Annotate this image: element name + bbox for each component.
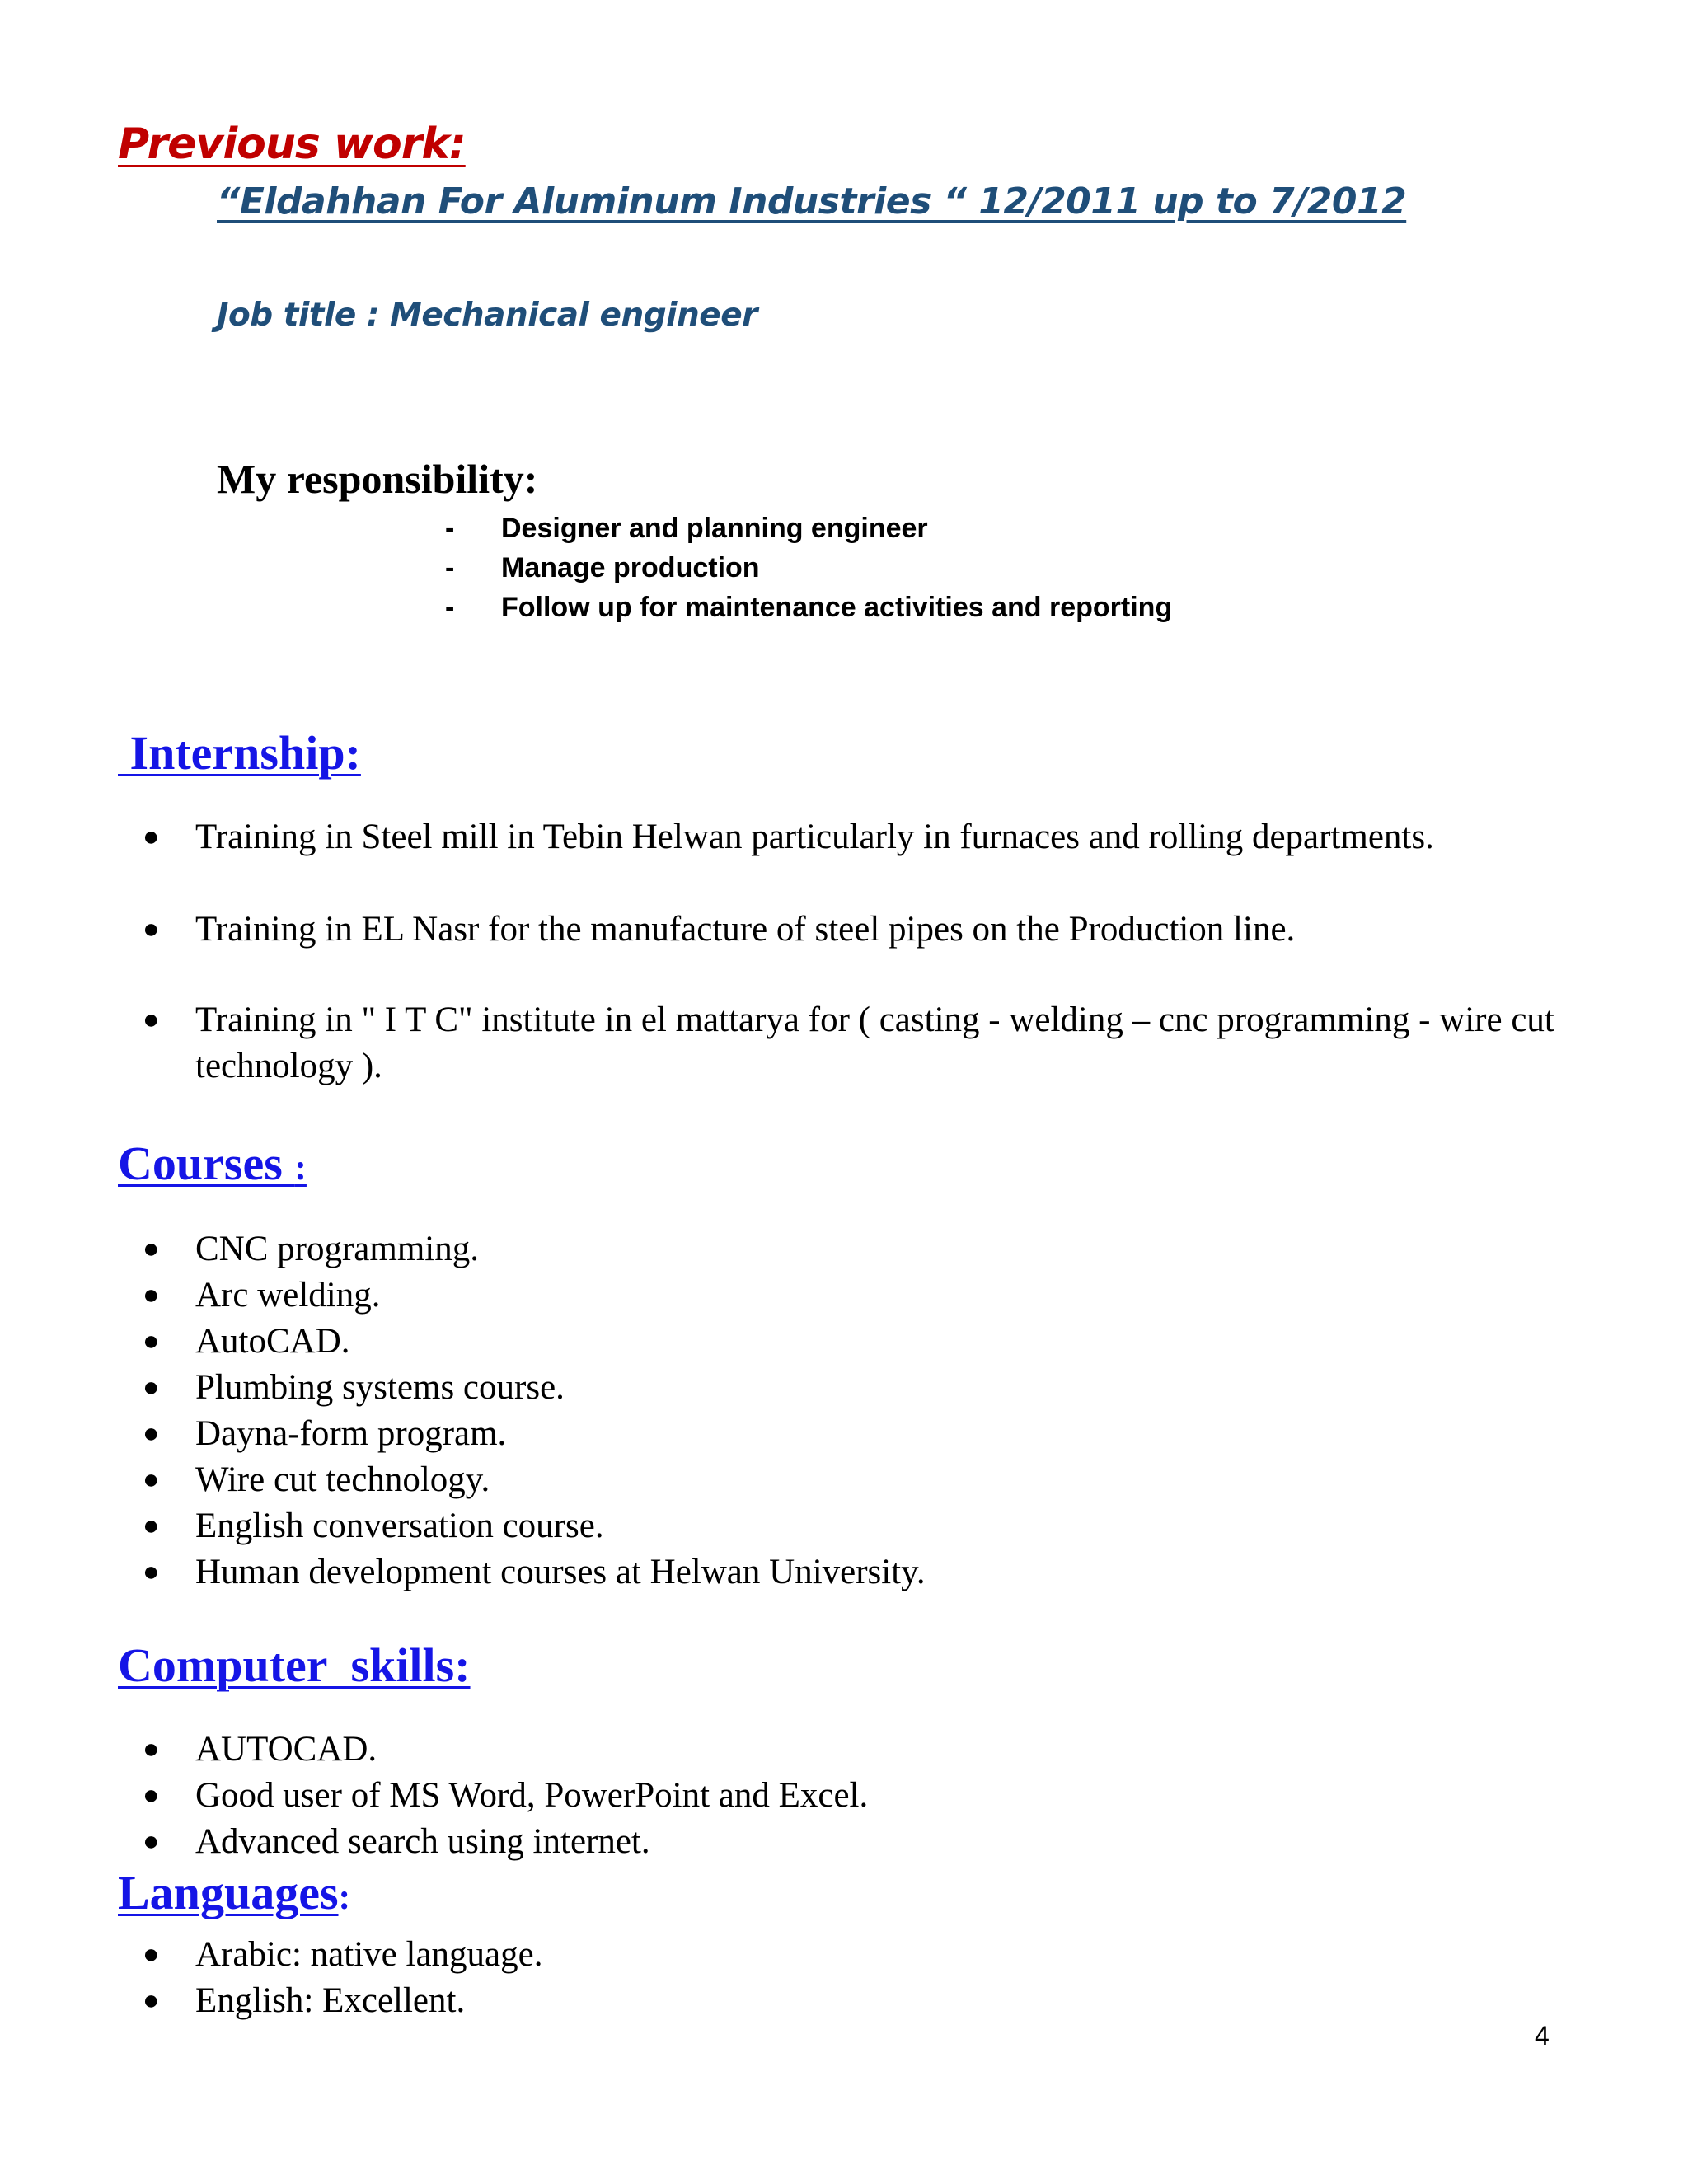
internship-text: Training in Steel mill in Tebin Helwan particularly in furnaces and rolling departments. (195, 818, 1434, 856)
bullet-icon: ● (143, 822, 160, 852)
bullet-icon: ● (143, 1826, 160, 1857)
responsibility-text: Manage production (501, 552, 760, 583)
languages-list (118, 1932, 1568, 2024)
list-item (445, 588, 1172, 627)
bullet-icon: ● (143, 1234, 160, 1264)
course-text: Dayna-form program. (195, 1414, 507, 1453)
bullet-icon: ● (143, 1939, 160, 1970)
internship-text: Training in EL Nasr for the manufacture of steel pipes on the Production line. (195, 910, 1296, 949)
dash-marker: - (445, 592, 455, 623)
previous-work-heading: Previous work: (118, 120, 466, 169)
bullet-icon: ● (143, 1280, 160, 1310)
bullet-icon: ● (143, 914, 160, 944)
bullet-icon: ● (143, 1511, 160, 1541)
course-text: Arc welding. (195, 1276, 381, 1315)
list-item (445, 548, 1172, 588)
course-text: AutoCAD. (195, 1322, 350, 1361)
list-item (118, 1272, 1568, 1319)
list-item (118, 814, 1568, 860)
languages-heading-colon: : (338, 1877, 351, 1917)
responsibility-text: Follow up for maintenance activities and reporting (501, 592, 1173, 623)
bullet-icon: ● (143, 1005, 160, 1035)
internship-heading: Internship: (118, 726, 361, 780)
internship-text: Training in " I T C" institute in el mattarya for ( casting - welding – cnc programming - wire cut technology ). (195, 1001, 1554, 1085)
course-text: English conversation course. (195, 1507, 604, 1545)
responsibility-list (445, 509, 1172, 627)
course-text: Wire cut technology. (195, 1460, 490, 1499)
course-text: Human development courses at Helwan University. (195, 1553, 926, 1591)
languages-heading (118, 1865, 350, 1920)
course-text: CNC programming. (195, 1230, 479, 1268)
list-item (445, 509, 1172, 548)
list-item (118, 1365, 1568, 1411)
bullet-icon: ● (143, 1465, 160, 1495)
list-item (118, 1457, 1568, 1503)
list-item (118, 1549, 1568, 1596)
bullet-icon: ● (143, 1326, 160, 1357)
bullet-icon: ● (143, 1985, 160, 2016)
dash-marker: - (445, 552, 455, 583)
computer-skills-list (118, 1727, 1568, 1865)
course-text: Plumbing systems course. (195, 1368, 565, 1407)
computer-skills-heading: Computer skills: (118, 1638, 471, 1692)
skill-text: Good user of MS Word, PowerPoint and Excel. (195, 1776, 869, 1815)
language-text: English: Excellent. (195, 1981, 466, 2020)
skill-text: Advanced search using internet. (195, 1822, 650, 1861)
list-item (118, 1819, 1568, 1865)
responsibility-heading: My responsibility: (217, 456, 538, 502)
courses-heading-colon: : (294, 1147, 307, 1188)
list-item (118, 1411, 1568, 1457)
responsibility-text: Designer and planning engineer (501, 513, 928, 544)
languages-heading-text: Languages (118, 1866, 339, 1919)
list-item (118, 1773, 1568, 1819)
company-line: “Eldahhan For Aluminum Industries “ 12/2011 up to 7/2012 (217, 180, 1407, 223)
list-item (118, 1503, 1568, 1549)
courses-list (118, 1226, 1568, 1596)
list-item (118, 907, 1568, 953)
courses-heading-text: Courses (118, 1137, 295, 1190)
bullet-icon: ● (143, 1418, 160, 1449)
skill-text: AUTOCAD. (195, 1730, 377, 1769)
job-title: Job title : Mechanical engineer (217, 297, 757, 334)
list-item (118, 1319, 1568, 1365)
list-item (118, 997, 1568, 1090)
bullet-icon: ● (143, 1734, 160, 1765)
list-item (118, 1727, 1568, 1773)
list-item (118, 1932, 1568, 1978)
bullet-icon: ● (143, 1780, 160, 1811)
language-text: Arabic: native language. (195, 1935, 543, 1974)
bullet-icon: ● (143, 1372, 160, 1403)
internship-list (118, 814, 1568, 1090)
page-number: 4 (1535, 2021, 1550, 2050)
list-item (118, 1978, 1568, 2024)
dash-marker: - (445, 513, 455, 544)
list-item (118, 1226, 1568, 1272)
bullet-icon: ● (143, 1557, 160, 1587)
courses-heading (118, 1136, 307, 1191)
